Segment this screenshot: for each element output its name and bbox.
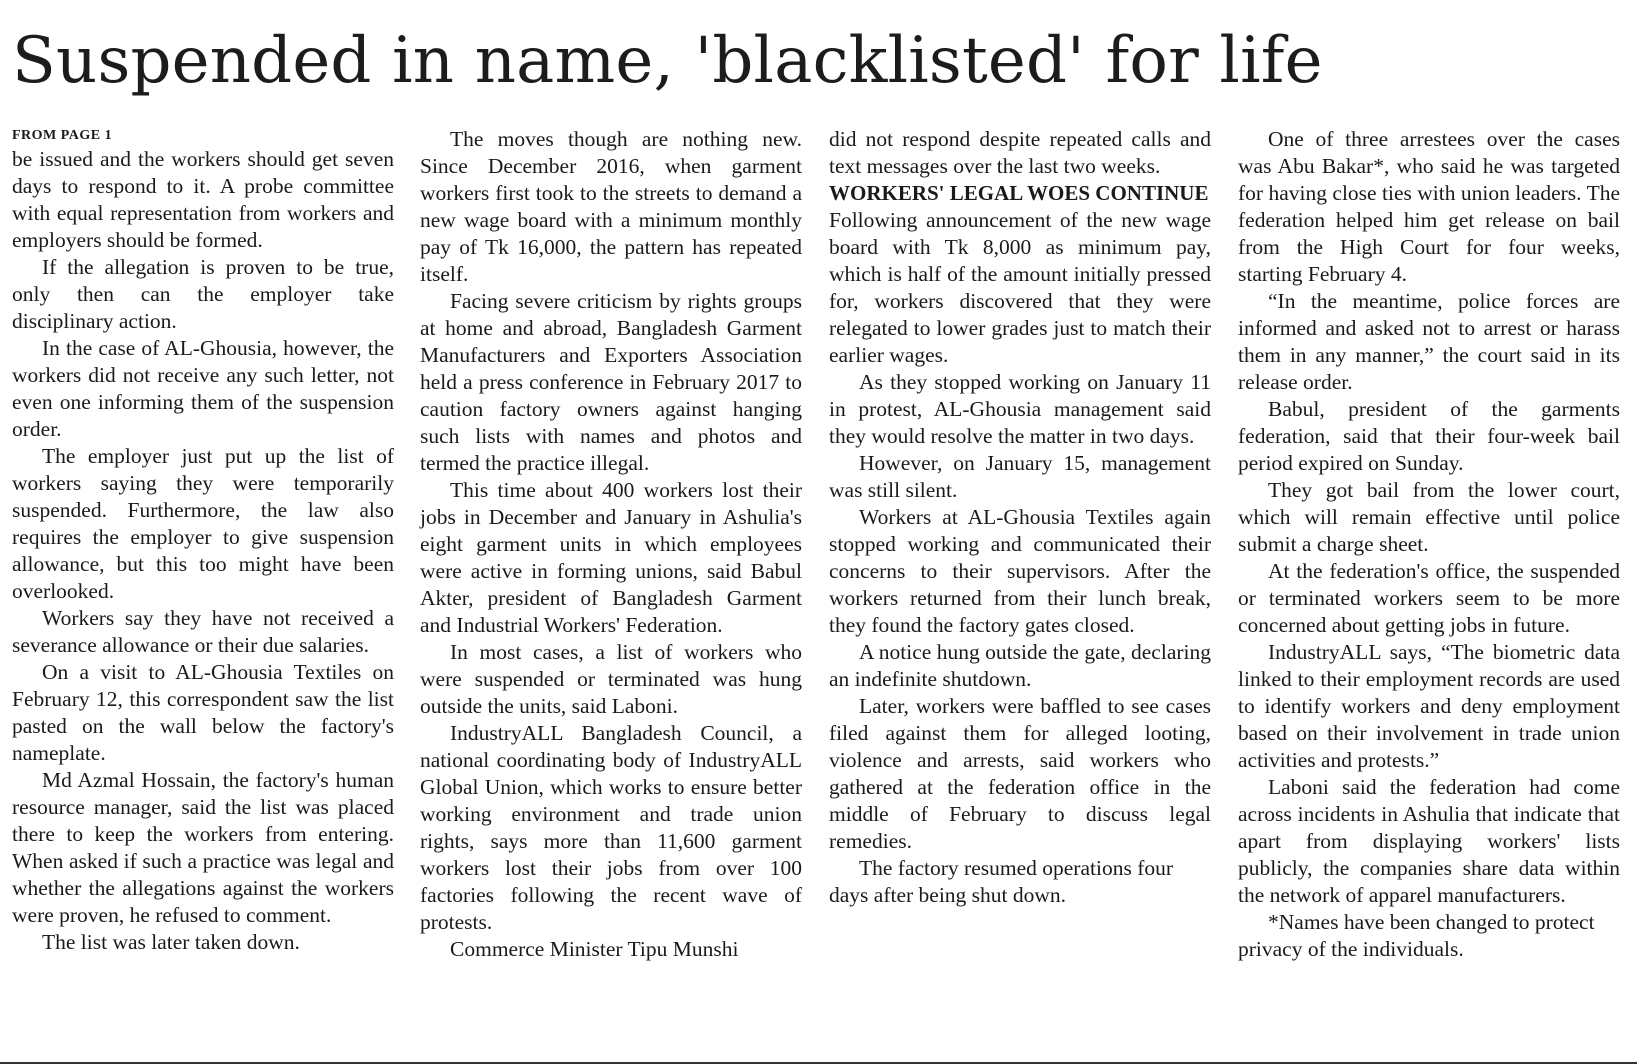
paragraph: Md Azmal Hossain, the factory's human resource manager, said the list was placed there to keep the workers from entering. When asked if such a practice was legal and whether the allegations against the workers were proven, he refused to comment. [12, 768, 394, 927]
paragraph: In the case of AL-Ghousia, however, the workers did not receive any such letter, not even one informing them of the suspension order. [12, 336, 394, 441]
paragraph: *Names have been changed to protect privacy of the individuals. [1238, 910, 1595, 961]
paragraph: At the federation's office, the suspended or terminated workers seem to be more concerned about getting jobs in future. [1238, 559, 1620, 637]
paragraph: IndustryALL Bangladesh Council, a national coordinating body of IndustryALL Global Union, which works to ensure better working environment and trade union rights, says more than 11,600 garment workers lost their jobs from over 100 factories following the recent wave of protests. [420, 721, 802, 934]
paragraph: Babul, president of the garments federation, said that their four-week bail period expired on Sunday. [1238, 397, 1620, 475]
paragraph: As they stopped working on January 11 in protest, AL-Ghousia management said they would resolve the matter in two days. [829, 370, 1211, 448]
paragraph: The factory resumed operations four days after being shut down. [829, 856, 1174, 907]
paragraph: One of three arrestees over the cases was Abu Bakar*, who said he was targeted for having close ties with union leaders. The federation helped him get release on bail from the High Court for four weeks, starting February 4. [1238, 127, 1620, 286]
paragraph: They got bail from the lower court, which will remain effective until police submit a charge sheet. [1238, 478, 1620, 556]
paragraph: The moves though are nothing new. Since December 2016, when garment workers first took to the streets to demand a new wage board with a minimum monthly pay of Tk 16,000, the pattern has repeated itself. [420, 127, 802, 286]
paragraph: IndustryALL says, “The biometric data linked to their employment records are used to identify workers and deny employment based on their involvement in trade union activities and protests.” [1238, 640, 1620, 772]
column-2 [420, 126, 802, 963]
column-4 [1238, 126, 1620, 963]
headline: Suspended in name, 'blacklisted' for life [12, 24, 1323, 98]
paragraph: be issued and the workers should get seven days to respond to it. A probe committee with equal representation from workers and employers should be formed. [12, 147, 394, 252]
paragraph: “In the meantime, police forces are informed and asked not to arrest or harass them in any manner,” the court said in its release order. [1238, 289, 1620, 394]
paragraph: Commerce Minister Tipu Munshi [450, 937, 739, 961]
paragraph: In most cases, a list of workers who were suspended or terminated was hung outside the units, said Laboni. [420, 640, 802, 718]
paragraph: The list was later taken down. [42, 930, 300, 954]
paragraph: did not respond despite repeated calls and text messages over the last two weeks. [829, 127, 1211, 178]
paragraph: On a visit to AL-Ghousia Textiles on February 12, this correspondent saw the list pasted on the wall below the factory's nameplate. [12, 660, 394, 765]
paragraph: Later, workers were baffled to see cases filed against them for alleged looting, violence and arrests, said workers who gathered at the federation office in the middle of February to discuss legal remedies. [829, 694, 1211, 853]
paragraph: Workers at AL-Ghousia Textiles again stopped working and communicated their concerns to their supervisors. After the workers returned from their lunch break, they found the factory gates closed. [829, 505, 1211, 637]
column-1 [12, 126, 394, 956]
section-subhead: WORKERS' LEGAL WOES CONTINUE [829, 181, 1209, 205]
paragraph: A notice hung outside the gate, declaring an indefinite shutdown. [829, 640, 1211, 691]
paragraph: Laboni said the federation had come across incidents in Ashulia that indicate that apart from displaying workers' lists publicly, the companies share data within the network of apparel manufacturers. [1238, 775, 1620, 907]
paragraph: If the allegation is proven to be true, only then can the employer take disciplinary action. [12, 255, 394, 333]
column-3 [829, 126, 1211, 909]
paragraph: This time about 400 workers lost their jobs in December and January in Ashulia's eight garment units in which employees were active in forming unions, said Babul Akter, president of Bangladesh Garment and Industrial Workers' Federation. [420, 478, 802, 637]
paragraph: The employer just put up the list of workers saying they were temporarily suspended. Furthermore, the law also requires the employer to give suspension allowance, but this too might have been overlooked. [12, 444, 394, 603]
paragraph: However, on January 15, management was still silent. [829, 451, 1211, 502]
paragraph: Facing severe criticism by rights groups at home and abroad, Bangladesh Garment Manufacturers and Exporters Association held a press conference in February 2017 to caution factory owners against hanging such lists with names and photos and termed the practice illegal. [420, 289, 802, 475]
kicker: FROM PAGE 1 [12, 128, 113, 143]
paragraph: Workers say they have not received a severance allowance or their due salaries. [12, 606, 394, 657]
paragraph: Following announcement of the new wage board with Tk 8,000 as minimum pay, which is half of the amount initially pressed for, workers discovered that they were relegated to lower grades just to match their earlier wages. [829, 208, 1211, 367]
